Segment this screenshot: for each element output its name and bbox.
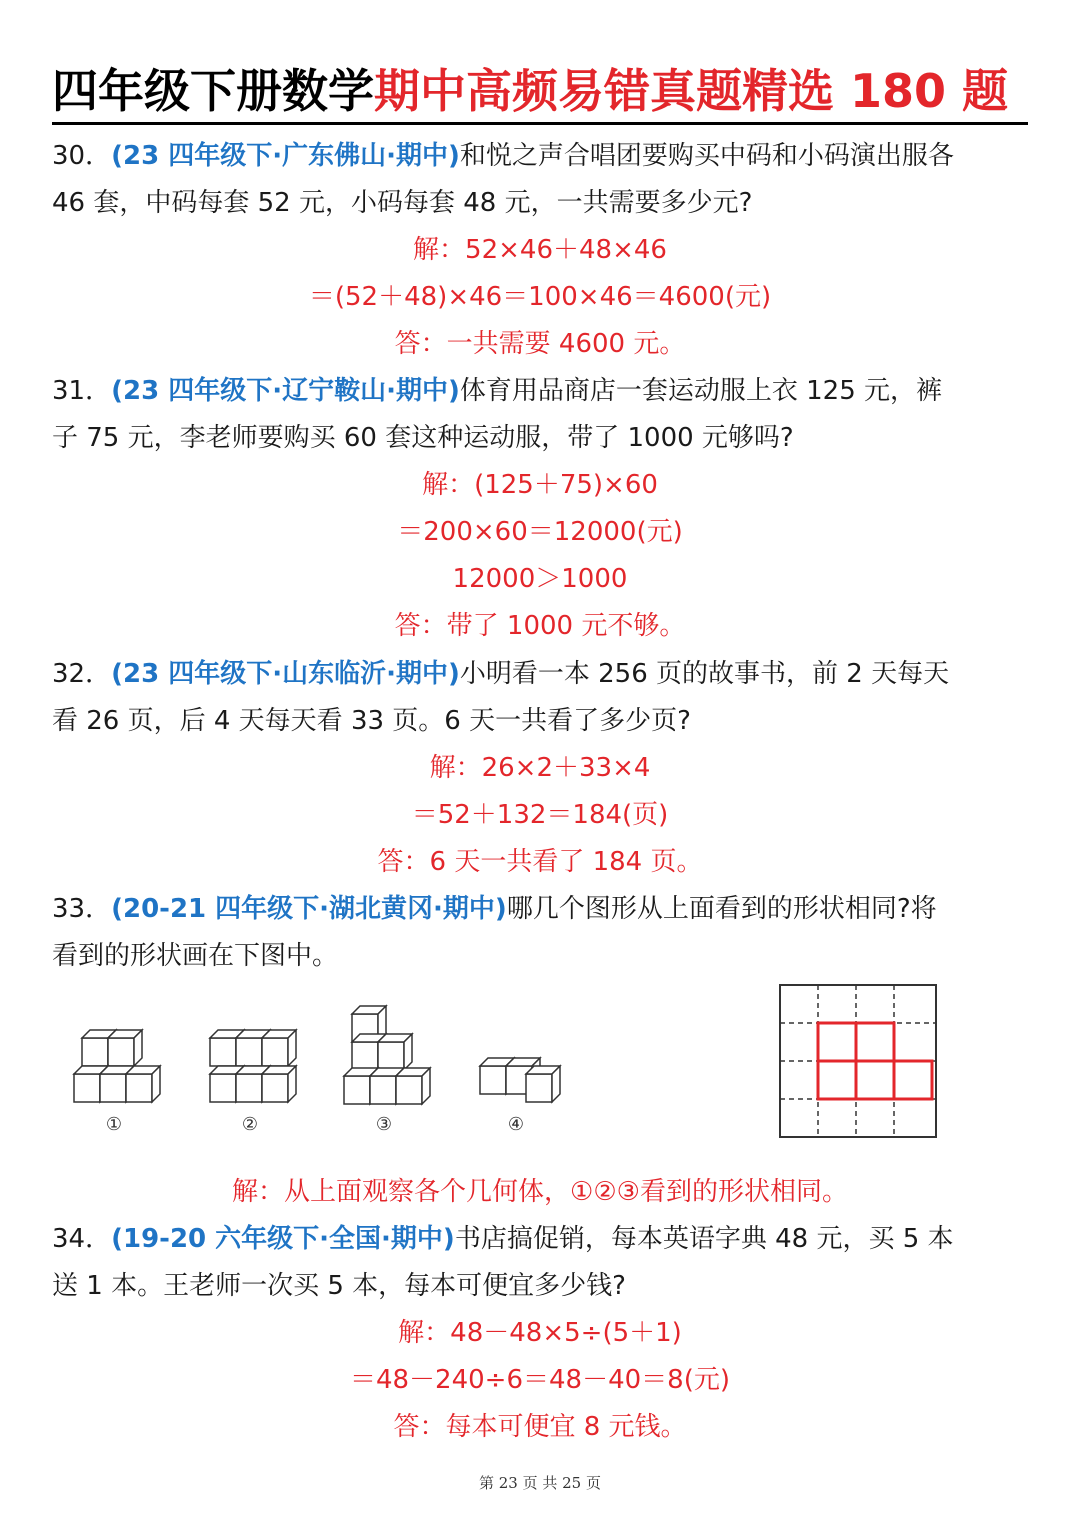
solution-line: 12000＞1000 xyxy=(452,564,628,594)
solution-line: 解：48－48×5÷(5＋1) xyxy=(398,1318,682,1348)
cube-figures xyxy=(60,998,580,1138)
solution-line: 解：26×2＋33×4 xyxy=(429,753,651,783)
answer-line: 解：从上面观察各个几何体，①②③看到的形状相同。 xyxy=(232,1177,848,1207)
title-red-part: 期中高频易错真题精选 180 题 xyxy=(374,64,1009,118)
question-number: 32． xyxy=(52,659,112,689)
question-32-line2: 看 26 页，后 4 天每天看 33 页。6 天一共看了多少页? xyxy=(52,706,691,736)
figure-3 xyxy=(344,1006,430,1104)
question-32-line1 xyxy=(52,651,1028,698)
answer-line: 答：带了 1000 元不够。 xyxy=(394,611,686,641)
question-number: 31． xyxy=(52,376,112,406)
figure-label: ① xyxy=(105,1114,123,1135)
page-footer: 第 23 页 共 25 页 xyxy=(478,1474,601,1492)
question-number: 30． xyxy=(52,141,112,171)
question-text: 小明看一本 256 页的故事书，前 2 天每天 xyxy=(459,659,950,689)
question-text: 书店搞促销，每本英语字典 48 元，买 5 本 xyxy=(454,1224,954,1254)
figure-2 xyxy=(210,1030,296,1102)
answer-line: 答：一共需要 4600 元。 xyxy=(394,329,686,359)
answer-line: 答：6 天一共看了 184 页。 xyxy=(377,847,703,877)
question-31-line2: 子 75 元，李老师要购买 60 套这种运动服，带了 1000 元够吗? xyxy=(52,423,794,453)
question-33-line1 xyxy=(52,886,1028,933)
figure-1 xyxy=(74,1030,160,1102)
figure-label: ② xyxy=(241,1114,259,1135)
question-source: (23 四年级下·广东佛山·期中) xyxy=(111,141,460,171)
question-source: (20-21 四年级下·湖北黄冈·期中) xyxy=(111,894,507,924)
question-text: 体育用品商店一套运动服上衣 125 元，裤 xyxy=(459,376,943,406)
figure-label: ③ xyxy=(375,1114,393,1135)
question-source: (23 四年级下·山东临沂·期中) xyxy=(111,659,460,689)
question-30-line2: 46 套，中码每套 52 元，小码每套 48 元，一共需要多少元? xyxy=(52,188,753,218)
title-black-part: 四年级下册数学 xyxy=(52,64,374,118)
solution-line: 解：52×46＋48×46 xyxy=(413,235,667,265)
question-34-line1 xyxy=(52,1216,1028,1263)
figure-label: ④ xyxy=(507,1114,525,1135)
solution-line: ＝200×60＝12000(元) xyxy=(397,517,683,547)
answer-line: 答：每本可便宜 8 元钱。 xyxy=(393,1412,687,1442)
question-34-line2: 送 1 本。王老师一次买 5 本，每本可便宜多少钱? xyxy=(52,1271,626,1301)
title-underline xyxy=(52,122,1028,125)
page-title xyxy=(52,58,1028,124)
question-text: 和悦之声合唱团要购买中码和小码演出服各 xyxy=(459,141,954,171)
question-source: (23 四年级下·辽宁鞍山·期中) xyxy=(111,376,460,406)
solution-line: 解：(125＋75)×60 xyxy=(422,470,658,500)
question-33-line2: 看到的形状画在下图中。 xyxy=(52,941,339,971)
solution-line: ＝(52＋48)×46＝100×46＝4600(元) xyxy=(308,282,772,312)
answer-grid xyxy=(778,983,938,1139)
question-30-line1 xyxy=(52,133,1028,180)
question-text: 哪几个图形从上面看到的形状相同?将 xyxy=(506,894,937,924)
question-source: (19-20 六年级下·全国·期中) xyxy=(111,1224,455,1254)
question-number: 33． xyxy=(52,894,112,924)
solution-line: ＝48－240÷6＝48－40＝8(元) xyxy=(349,1365,731,1395)
question-number: 34． xyxy=(52,1224,112,1254)
question-31-line1 xyxy=(52,368,1028,415)
figure-4 xyxy=(480,1058,560,1102)
solution-line: ＝52＋132＝184(页) xyxy=(411,800,669,830)
